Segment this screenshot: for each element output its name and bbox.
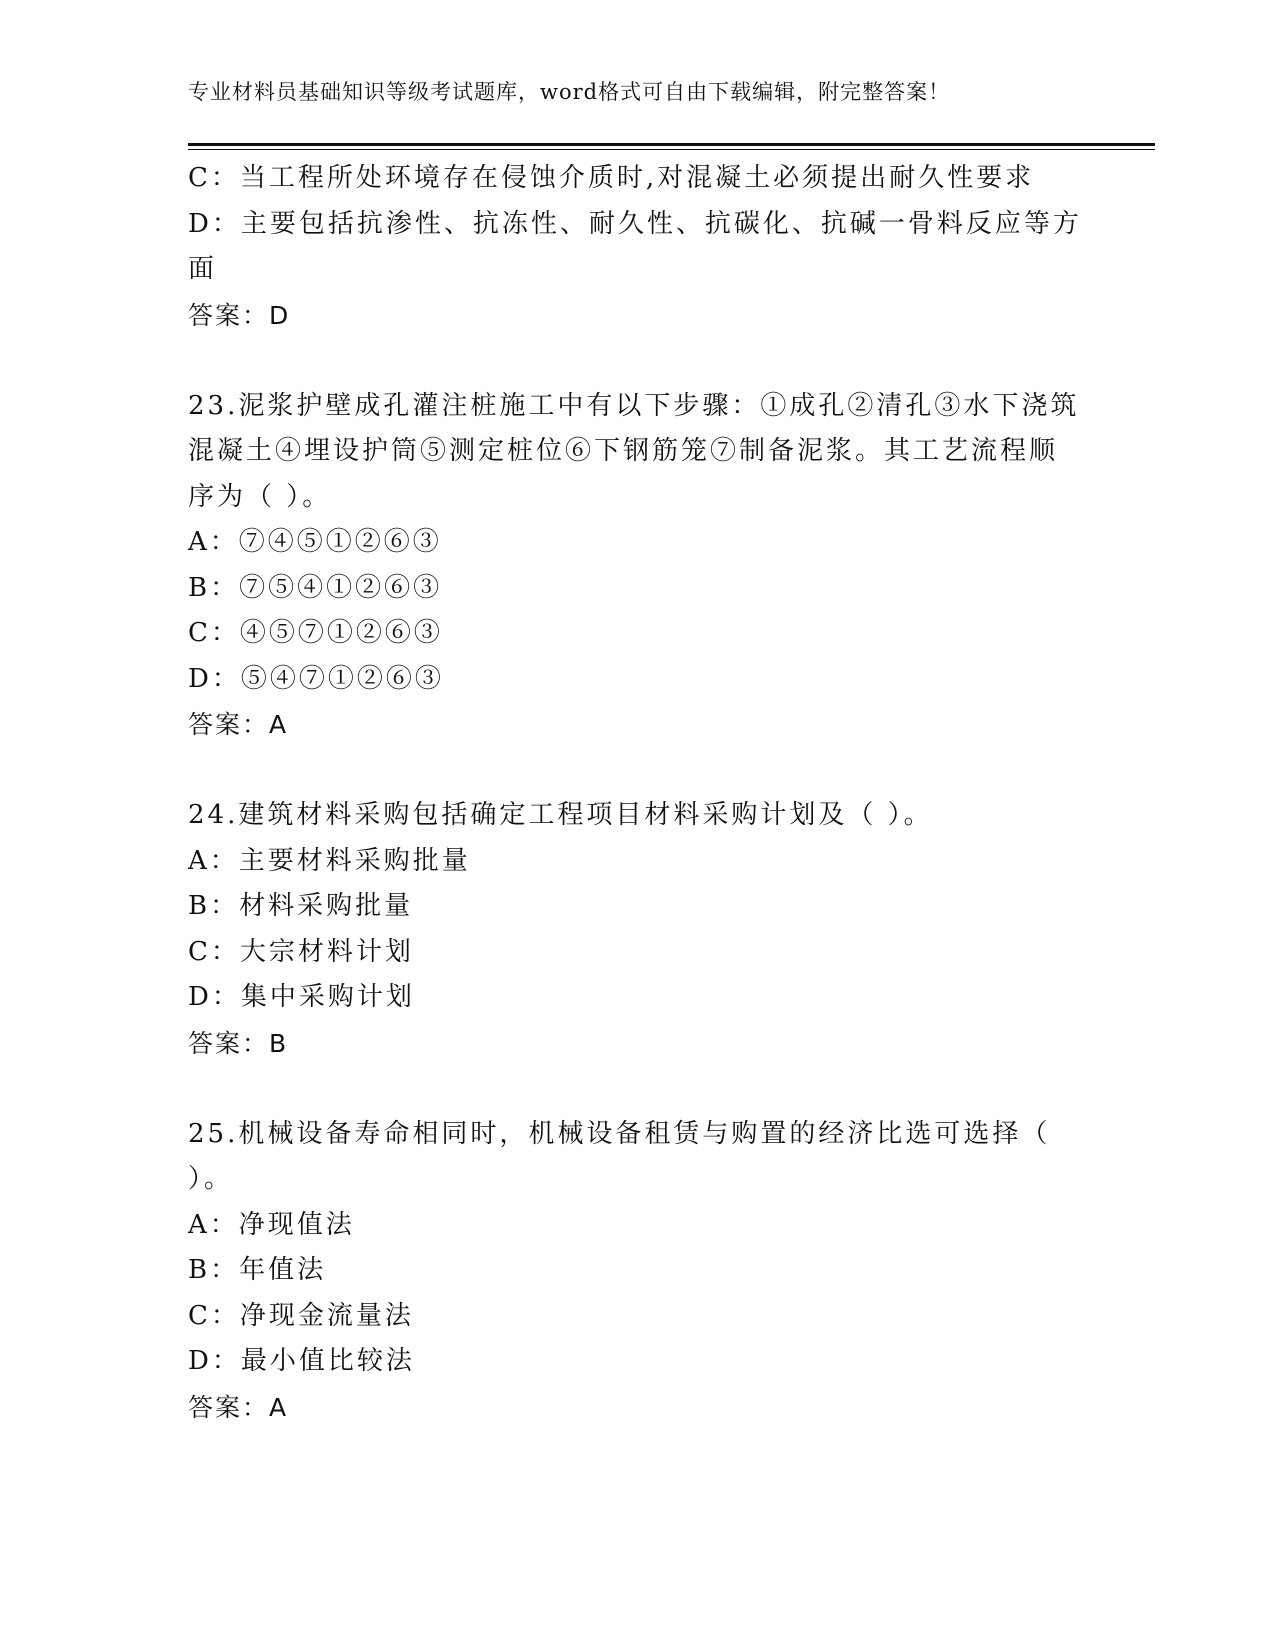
option-b: B：年值法 <box>188 1255 327 1285</box>
option-line: D：主要包括抗渗性、抗冻性、耐久性、抗碳化、抗碱一骨料反应等方 <box>188 208 1082 239</box>
question-block <box>188 1112 1088 1431</box>
option-d: D：⑤④⑦①②⑥③ <box>188 663 444 694</box>
document-body <box>188 156 1088 1430</box>
option-line: C：当工程所处环境存在侵蚀介质时,对混凝土必须提出耐久性要求 <box>188 163 1035 193</box>
option-d: D：最小值比较法 <box>188 1346 415 1376</box>
question-text: 混凝土④埋设护筒⑤测定桩位⑥下钢筋笼⑦制备泥浆。其工艺流程顺 <box>188 436 1059 466</box>
spacer <box>188 338 1088 384</box>
option-a: A：主要材料采购批量 <box>188 845 471 876</box>
question-text: 25.机械设备寿命相同时，机械设备租赁与购置的经济比选可选择（ <box>188 1118 1051 1149</box>
option-line: 面 <box>188 254 218 284</box>
question-block <box>188 156 1088 338</box>
page-header: 专业材料员基础知识等级考试题库，word格式可自由下载编辑，附完整答案！ <box>188 80 951 104</box>
option-a: A：⑦④⑤①②⑥③ <box>188 527 442 557</box>
question-text: 24.建筑材料采购包括确定工程项目材料采购计划及（ ）。 <box>188 800 933 830</box>
answer-line: 答案：A <box>188 710 289 739</box>
question-text: ）。 <box>188 1164 234 1194</box>
question-block <box>188 793 1088 1066</box>
spacer <box>188 1066 1088 1112</box>
question-text: 23.泥浆护壁成孔灌注桩施工中有以下步骤：①成孔②清孔③水下浇筑 <box>188 390 1080 421</box>
answer-line: 答案：A <box>188 1392 289 1422</box>
option-c: C：净现金流量法 <box>188 1300 414 1331</box>
option-b: B：⑦⑤④①②⑥③ <box>188 572 443 603</box>
header-rule-thick <box>188 143 1155 146</box>
answer-line: 答案：D <box>188 300 291 330</box>
option-c: C：大宗材料计划 <box>188 936 414 967</box>
option-b: B：材料采购批量 <box>188 891 414 921</box>
header-rule-thin <box>188 149 1155 150</box>
option-c: C：④⑤⑦①②⑥③ <box>188 618 443 648</box>
option-a: A：净现值法 <box>188 1209 355 1240</box>
question-text: 序为（ ）。 <box>188 481 332 512</box>
spacer <box>188 748 1088 794</box>
answer-line: 答案：B <box>188 1028 289 1058</box>
option-d: D：集中采购计划 <box>188 982 415 1012</box>
question-block <box>188 384 1088 748</box>
